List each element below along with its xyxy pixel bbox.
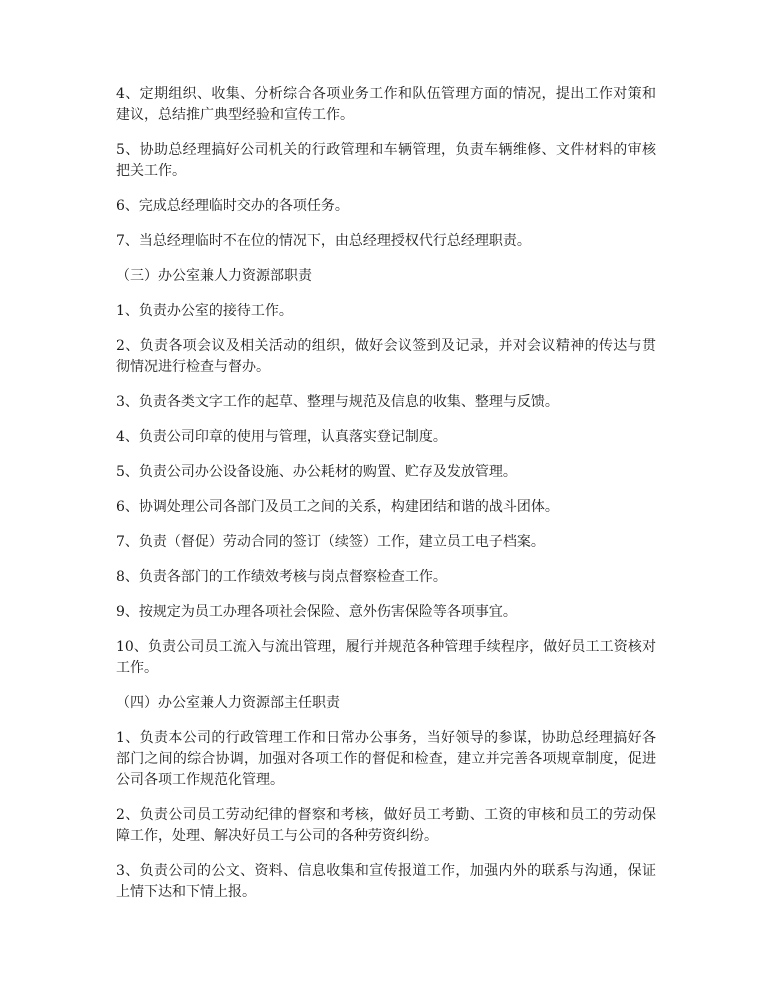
- section4-item-1: 1、负责本公司的行政管理工作和日常办公事务，当好领导的参谋，协助总经理搞好各部门之间的综合协调，加强对各项工作的督促和检查，建立并完善各项规章制度，促进公司各项工作规范化管理。: [116, 730, 656, 788]
- document-page: [116, 84, 656, 917]
- section3-item-8: 8、负责各部门的工作绩效考核与岗点督察检查工作。: [116, 569, 447, 585]
- section4-item-2: 2、负责公司员工劳动纪律的督察和考核，做好员工考勤、工资的审核和员工的劳动保障工作，处理、解决好员工与公司的各种劳资纠纷。: [116, 807, 656, 844]
- section3-item-10: 10、负责公司员工流入与流出管理，履行并规范各种管理手续程序，做好员工工资核对工作。: [116, 639, 656, 676]
- section-heading-4: （四）办公室兼人力资源部主任职责: [116, 695, 340, 711]
- section3-item-6: 6、协调处理公司各部门及员工之间的关系，构建团结和谐的战斗团体。: [116, 499, 559, 515]
- section3-item-4: 4、负责公司印章的使用与管理，认真落实登记制度。: [116, 429, 447, 445]
- section3-item-7: 7、负责（督促）劳动合同的签订（续签）工作，建立员工电子档案。: [116, 534, 545, 550]
- paragraph-item-5: 5、协助总经理搞好公司机关的行政管理和车辆管理，负责车辆维修、文件材料的审核把关工作。: [116, 142, 656, 179]
- section4-item-3: 3、负责公司的公文、资料、信息收集和宣传报道工作，加强内外的联系与沟通，保证上情下达和下情上报。: [116, 863, 656, 900]
- section3-item-2: 2、负责各项会议及相关活动的组织，做好会议签到及记录，并对会议精神的传达与贯彻情况进行检查与督办。: [116, 338, 656, 375]
- section3-item-5: 5、负责公司办公设备设施、办公耗材的购置、贮存及发放管理。: [116, 464, 517, 480]
- paragraph-item-6: 6、完成总经理临时交办的各项任务。: [116, 198, 349, 214]
- paragraph-item-4: 4、定期组织、收集、分析综合各项业务工作和队伍管理方面的情况，提出工作对策和建议，总结推广典型经验和宣传工作。: [116, 86, 656, 123]
- section3-item-9: 9、按规定为员工办理各项社会保险、意外伤害保险等各项事宜。: [116, 604, 517, 620]
- section3-item-3: 3、负责各类文字工作的起草、整理与规范及信息的收集、整理与反馈。: [116, 394, 559, 410]
- section-heading-3: （三）办公室兼人力资源部职责: [116, 268, 312, 284]
- paragraph-item-7: 7、当总经理临时不在位的情况下，由总经理授权代行总经理职责。: [116, 233, 531, 249]
- section3-item-1: 1、负责办公室的接待工作。: [116, 303, 293, 319]
